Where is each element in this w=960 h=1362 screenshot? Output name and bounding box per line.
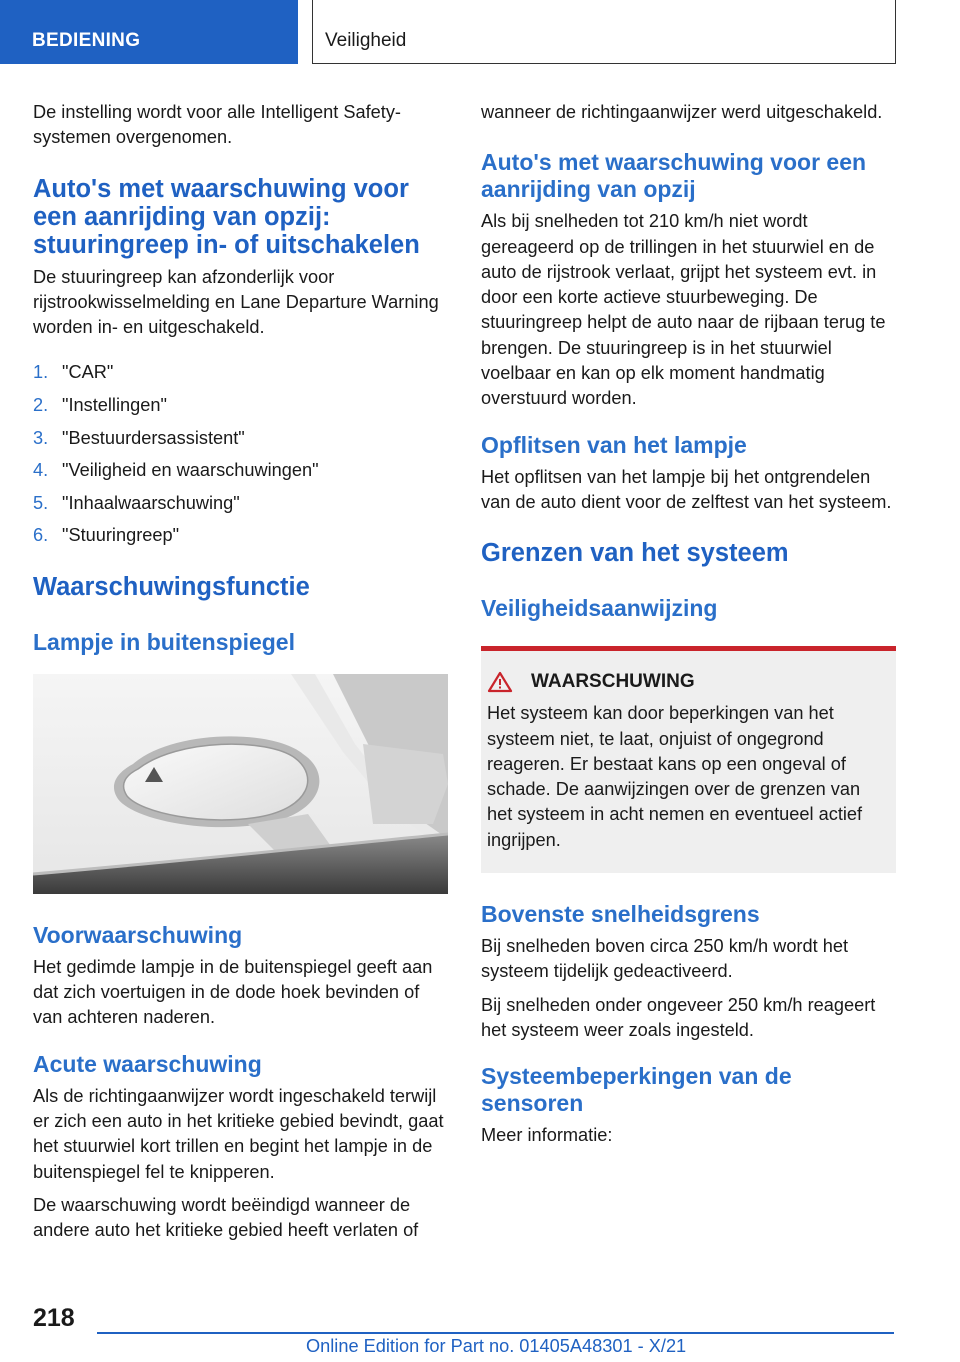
step-text: "Stuuringreep" xyxy=(62,525,180,546)
footer-edition: Online Edition for Part no. 01405A48301 - X/21 xyxy=(306,1336,687,1356)
step-text: "Inhaalwaarschuwing" xyxy=(62,492,240,513)
heading-acute-warning: Acute waarschuwing xyxy=(33,1050,262,1077)
header-chapter-title: Veiligheid xyxy=(312,0,896,64)
side-mirror-image xyxy=(33,674,448,894)
paragraph-upper-2: Bij snelheden onder ongeveer 250 km/h reageert het systeem weer zoals ingesteld. xyxy=(481,994,876,1040)
heading-safety-note: Veiligheidsaanwijzing xyxy=(481,595,718,622)
step-number: 6. xyxy=(33,525,49,546)
step-number: 2. xyxy=(33,395,49,416)
step-text: "Instellingen" xyxy=(62,395,167,416)
paragraph-side-collision: Als bij snelheden tot 210 km/h niet wordt gereageerd op de trillingen in het stuurwiel en de auto de rijstrook verlaat, grijpt het systeem evt. in door een korte actieve stuurbeweging. De stuuringreep helpt de auto naar de rijbaan terug te brengen. De stuuringreep is in het stuurwiel voelbaar en kan op elk moment handmatig overstuurd worden. xyxy=(481,211,886,409)
warning-text: Het systeem kan door beperkingen van het systeem niet, te laat, onjuist of ongegrond reageren. Er bestaat kans op een ongeval of schade. De aanwijzingen over de grenzen van het systeem in acht nemen en eventueel actief ingrijpen. xyxy=(487,703,863,850)
step-text: "Bestuurdersassistent" xyxy=(62,427,245,448)
heading-sensor-limits: Systeembeperkingen van de sensoren xyxy=(481,1063,792,1117)
heading-upper-speed: Bovenste snelheidsgrens xyxy=(481,901,760,928)
header-section-tab: BEDIENING xyxy=(0,0,298,64)
warning-title: WAARSCHUWING xyxy=(531,671,695,693)
paragraph-upper-1: Bij snelheden boven circa 250 km/h wordt het systeem tijdelijk gedeactiveerd. xyxy=(481,936,848,982)
step-number: 5. xyxy=(33,492,49,513)
step-number: 3. xyxy=(33,427,49,448)
paragraph-continuation: wanneer de richtingaanwijzer werd uitgeschakeld. xyxy=(481,102,883,122)
warning-title-row xyxy=(487,671,888,693)
footer-rule xyxy=(97,1332,894,1334)
list-item xyxy=(33,360,448,385)
paragraph-steering-toggle: De stuuringreep kan afzonderlijk voor rijstrookwisselmelding en Lane Departure Warning worden in- en uitgeschakeld. xyxy=(33,266,439,338)
paragraph-lamp-flash: Het opflitsen van het lampje bij het ontgrendelen van de auto dient voor de zelftest van het systeem. xyxy=(481,466,892,512)
heading-side-collision: Auto's met waarschuwing voor een aanrijding van opzij xyxy=(481,149,867,203)
paragraph-prewarning: Het gedimde lampje in de buitenspiegel geeft aan dat zich voertuigen in de dode hoek bevinden of van achteren naderen. xyxy=(33,956,433,1028)
steps-list xyxy=(33,360,448,548)
mirror-illustration xyxy=(33,674,448,894)
list-item xyxy=(33,393,448,418)
warning-triangle-icon xyxy=(487,671,513,693)
list-item xyxy=(33,458,448,483)
list-item xyxy=(33,426,448,451)
left-column xyxy=(33,100,448,1251)
warning-box xyxy=(481,646,896,873)
step-text: "CAR" xyxy=(62,362,114,383)
intro-paragraph: De instelling wordt voor alle Intelligent Safety-systemen overgenomen. xyxy=(33,102,401,148)
step-text: "Veiligheid en waarschuwingen" xyxy=(62,460,319,481)
page-number: 218 xyxy=(33,1304,75,1332)
heading-lamp-flash: Opflitsen van het lampje xyxy=(481,431,747,458)
heading-prewarning: Voorwaarschuwing xyxy=(33,921,243,948)
paragraph-acute-1: Als de richtingaanwijzer wordt ingeschakeld terwijl er zich een auto in het kritieke gebied bevindt, gaat het stuurwiel kort trillen en begint het lampje in de buitenspiegel fel te knipperen. xyxy=(33,1085,444,1182)
paragraph-more-info: Meer informatie: xyxy=(481,1125,613,1146)
step-number: 1. xyxy=(33,362,49,383)
right-column xyxy=(481,100,896,1157)
heading-system-limits: Grenzen van het systeem xyxy=(481,539,789,568)
heading-mirror-lamp: Lampje in buitenspiegel xyxy=(33,628,295,655)
list-item xyxy=(33,523,448,548)
heading-steering-toggle: Auto's met waarschuwing voor een aanrijding van opzij: stuuringreep in- of uitschakelen xyxy=(33,174,420,259)
heading-warning-function: Waarschuwingsfunctie xyxy=(33,572,310,601)
list-item xyxy=(33,491,448,516)
step-number: 4. xyxy=(33,460,49,481)
paragraph-acute-2: De waarschuwing wordt beëindigd wanneer de andere auto het kritieke gebied heeft verlaten of xyxy=(33,1194,419,1241)
